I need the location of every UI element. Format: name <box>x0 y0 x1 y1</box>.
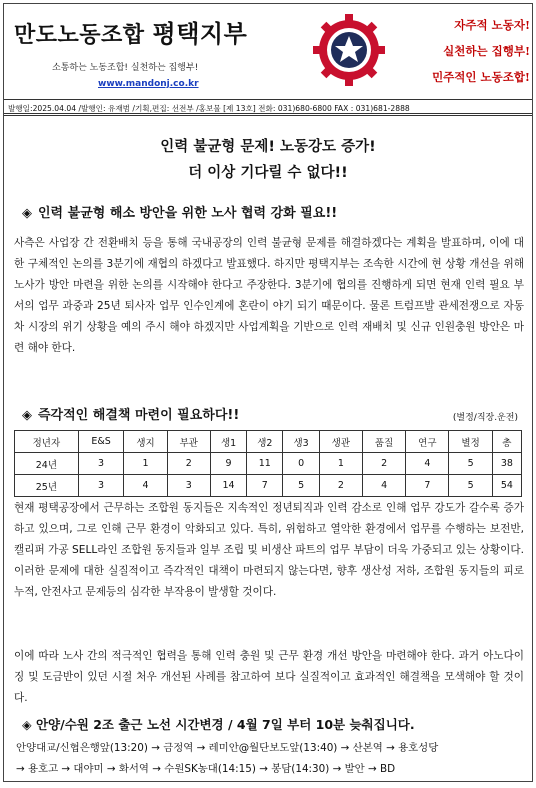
diamond-icon: ◈ <box>22 717 32 732</box>
section-2-title <box>22 407 239 425</box>
table-cell: 9 <box>210 453 246 475</box>
table-cell: 3 <box>167 475 210 497</box>
section-3-title <box>22 716 415 734</box>
table-header-cell: 생지 <box>124 431 167 453</box>
table-cell: 25년 <box>15 475 79 497</box>
table-cell: 54 <box>492 475 521 497</box>
table-row <box>15 453 522 475</box>
table-unit-note: (별정/직장.운전) <box>452 413 518 423</box>
masthead-title <box>14 14 247 49</box>
motto-list <box>392 12 530 90</box>
section-1-title <box>22 205 337 223</box>
website-link[interactable]: www.mandonj.co.kr <box>98 79 199 89</box>
table-cell: 4 <box>406 453 449 475</box>
table-cell: 38 <box>492 453 521 475</box>
section-2-body-2: 이에 따라 노사 간의 적극적인 협력을 통해 인력 충원 및 근무 환경 개선 방안을 마련해야 한다. 과거 아노다이징 및 도금반이 있던 시절 처우 개선된 사례를 참고하여 보다 실질적이고 효과적인 해결책을 모색해야 할 것이다. <box>14 650 524 704</box>
table-header-cell: 정년자 <box>15 431 79 453</box>
diamond-icon: ◈ <box>22 408 32 423</box>
table-cell: 2 <box>167 453 210 475</box>
table-cell: 5 <box>449 453 492 475</box>
section-3-title-text: 안양/수원 2조 출근 노선 시간변경 / 4월 7일 부터 10분 늦춰집니다. <box>35 717 415 732</box>
section-1-title-text: 인력 불균형 해소 방안을 위한 노사 협력 강화 필요!! <box>38 206 338 221</box>
table-header-cell: 생1 <box>210 431 246 453</box>
retiree-table <box>14 430 522 497</box>
motto-item: 민주적인 노동조합! <box>432 70 530 84</box>
table-cell: 2 <box>319 475 362 497</box>
table-cell: 7 <box>406 475 449 497</box>
table-cell: 1 <box>124 453 167 475</box>
table-cell: 4 <box>124 475 167 497</box>
table-cell: 24년 <box>15 453 79 475</box>
table-header-cell: 생3 <box>283 431 319 453</box>
bus-route-line-2: → 용호고 → 대야미 → 화서역 → 수원SK농대(14:15) → 봉담(14:30) → 발안 → BD <box>16 763 396 775</box>
table-header-cell: 생2 <box>247 431 283 453</box>
gear-emblem-icon <box>309 10 389 90</box>
table-header-cell: 총 <box>492 431 521 453</box>
table-header-cell: 별정 <box>449 431 492 453</box>
table-cell: 14 <box>210 475 246 497</box>
masthead <box>4 4 532 99</box>
motto-item: 자주적 노동자! <box>454 18 530 32</box>
branch-name: 평택지부 <box>152 19 248 48</box>
table-cell: 5 <box>283 475 319 497</box>
table-header-row <box>15 431 522 453</box>
union-name: 만도노동조합 <box>14 22 145 48</box>
table-header-cell: 연구 <box>406 431 449 453</box>
section-1-body: 사측은 사업장 간 전환배치 등을 통해 국내공장의 인력 불균형 문제를 해결하겠다는 계획을 발표하며, 이에 대한 구체적인 논의를 3분기에 재협의 하겠다고 발표했다. 하지만 평택지부는 조속한 시간에 현 상황 개선을 위해 노사가 방안 마련을 위한 논의를 시작해야 한다고 주장한다. 3분기에 협의를 진행하게 되면 현재 인력 필요 부서의 업무 과중과 25년 퇴사자 업무 인수인계에 혼란이 야기 되기 때문이다. 물론 트럼프발 관세전쟁으로 자동차 시장의 위기 상황을 예의 주시 해야 하겠지만 사업계획을 기반으로 인력 재배치 및 신규 인원충원 방안은 마련 해야 한다. <box>14 237 525 354</box>
slogan: 소통하는 노동조합! 실천하는 집행부! <box>52 63 199 73</box>
table-header-cell: 품질 <box>362 431 405 453</box>
newsletter-page <box>3 3 533 782</box>
table-header-cell: E&S <box>78 431 124 453</box>
headline-line-1: 인력 불균형 문제! 노동강도 증가! <box>160 139 376 155</box>
table-cell: 7 <box>247 475 283 497</box>
table-cell: 5 <box>449 475 492 497</box>
table-cell: 11 <box>247 453 283 475</box>
section-2-title-text: 즉각적인 해결책 마련이 필요하다!! <box>38 408 240 423</box>
motto-item: 실천하는 집행부! <box>443 44 530 58</box>
headline <box>4 134 532 186</box>
diamond-icon: ◈ <box>22 206 32 221</box>
headline-line-2: 더 이상 기다릴 수 없다!! <box>188 165 348 181</box>
table-cell: 1 <box>319 453 362 475</box>
table-header-cell: 부관 <box>167 431 210 453</box>
table-cell: 2 <box>362 453 405 475</box>
bus-route-line-1: 안양대교/신협은행앞(13:20) → 금정역 → 레미안@월단보도앞(13:40) → 산본역 → 용호성당 <box>16 742 439 754</box>
table-row <box>15 475 522 497</box>
section-2-body-1: 현재 평택공장에서 근무하는 조합원 동지들은 지속적인 정년퇴직과 인력 감소로 인해 업무 강도가 갈수록 증가하고 있으며, 그로 인해 근무 환경이 악화되고 있다. 특히, 위험하고 열악한 환경에서 업무를 수행하는 보전반, 캘리퍼 가공 SELL라인 조합원 동지들과 일부 조립 및 비생산 파트의 업무 부담이 더욱 가중되고 있는 상황이다. 이러한 문제에 대한 실질적이고 즉각적인 대책이 마련되지 않는다면, 향후 생산성 저하, 조합원 동지들의 피로 누적, 안전사고 문제등의 심각한 부작용이 발생할 것이다. <box>14 502 524 598</box>
table-cell: 0 <box>283 453 319 475</box>
table-cell: 3 <box>78 475 124 497</box>
table-header-cell: 생관 <box>319 431 362 453</box>
table-cell: 4 <box>362 475 405 497</box>
publication-info: 발행일:2025.04.04 /발행인: 유재범 /기획,편집: 선전부 /홍보물 [제 13호] 전화: 031)680-6800 FAX : 031)681-2888 <box>4 99 532 116</box>
table-cell: 3 <box>78 453 124 475</box>
